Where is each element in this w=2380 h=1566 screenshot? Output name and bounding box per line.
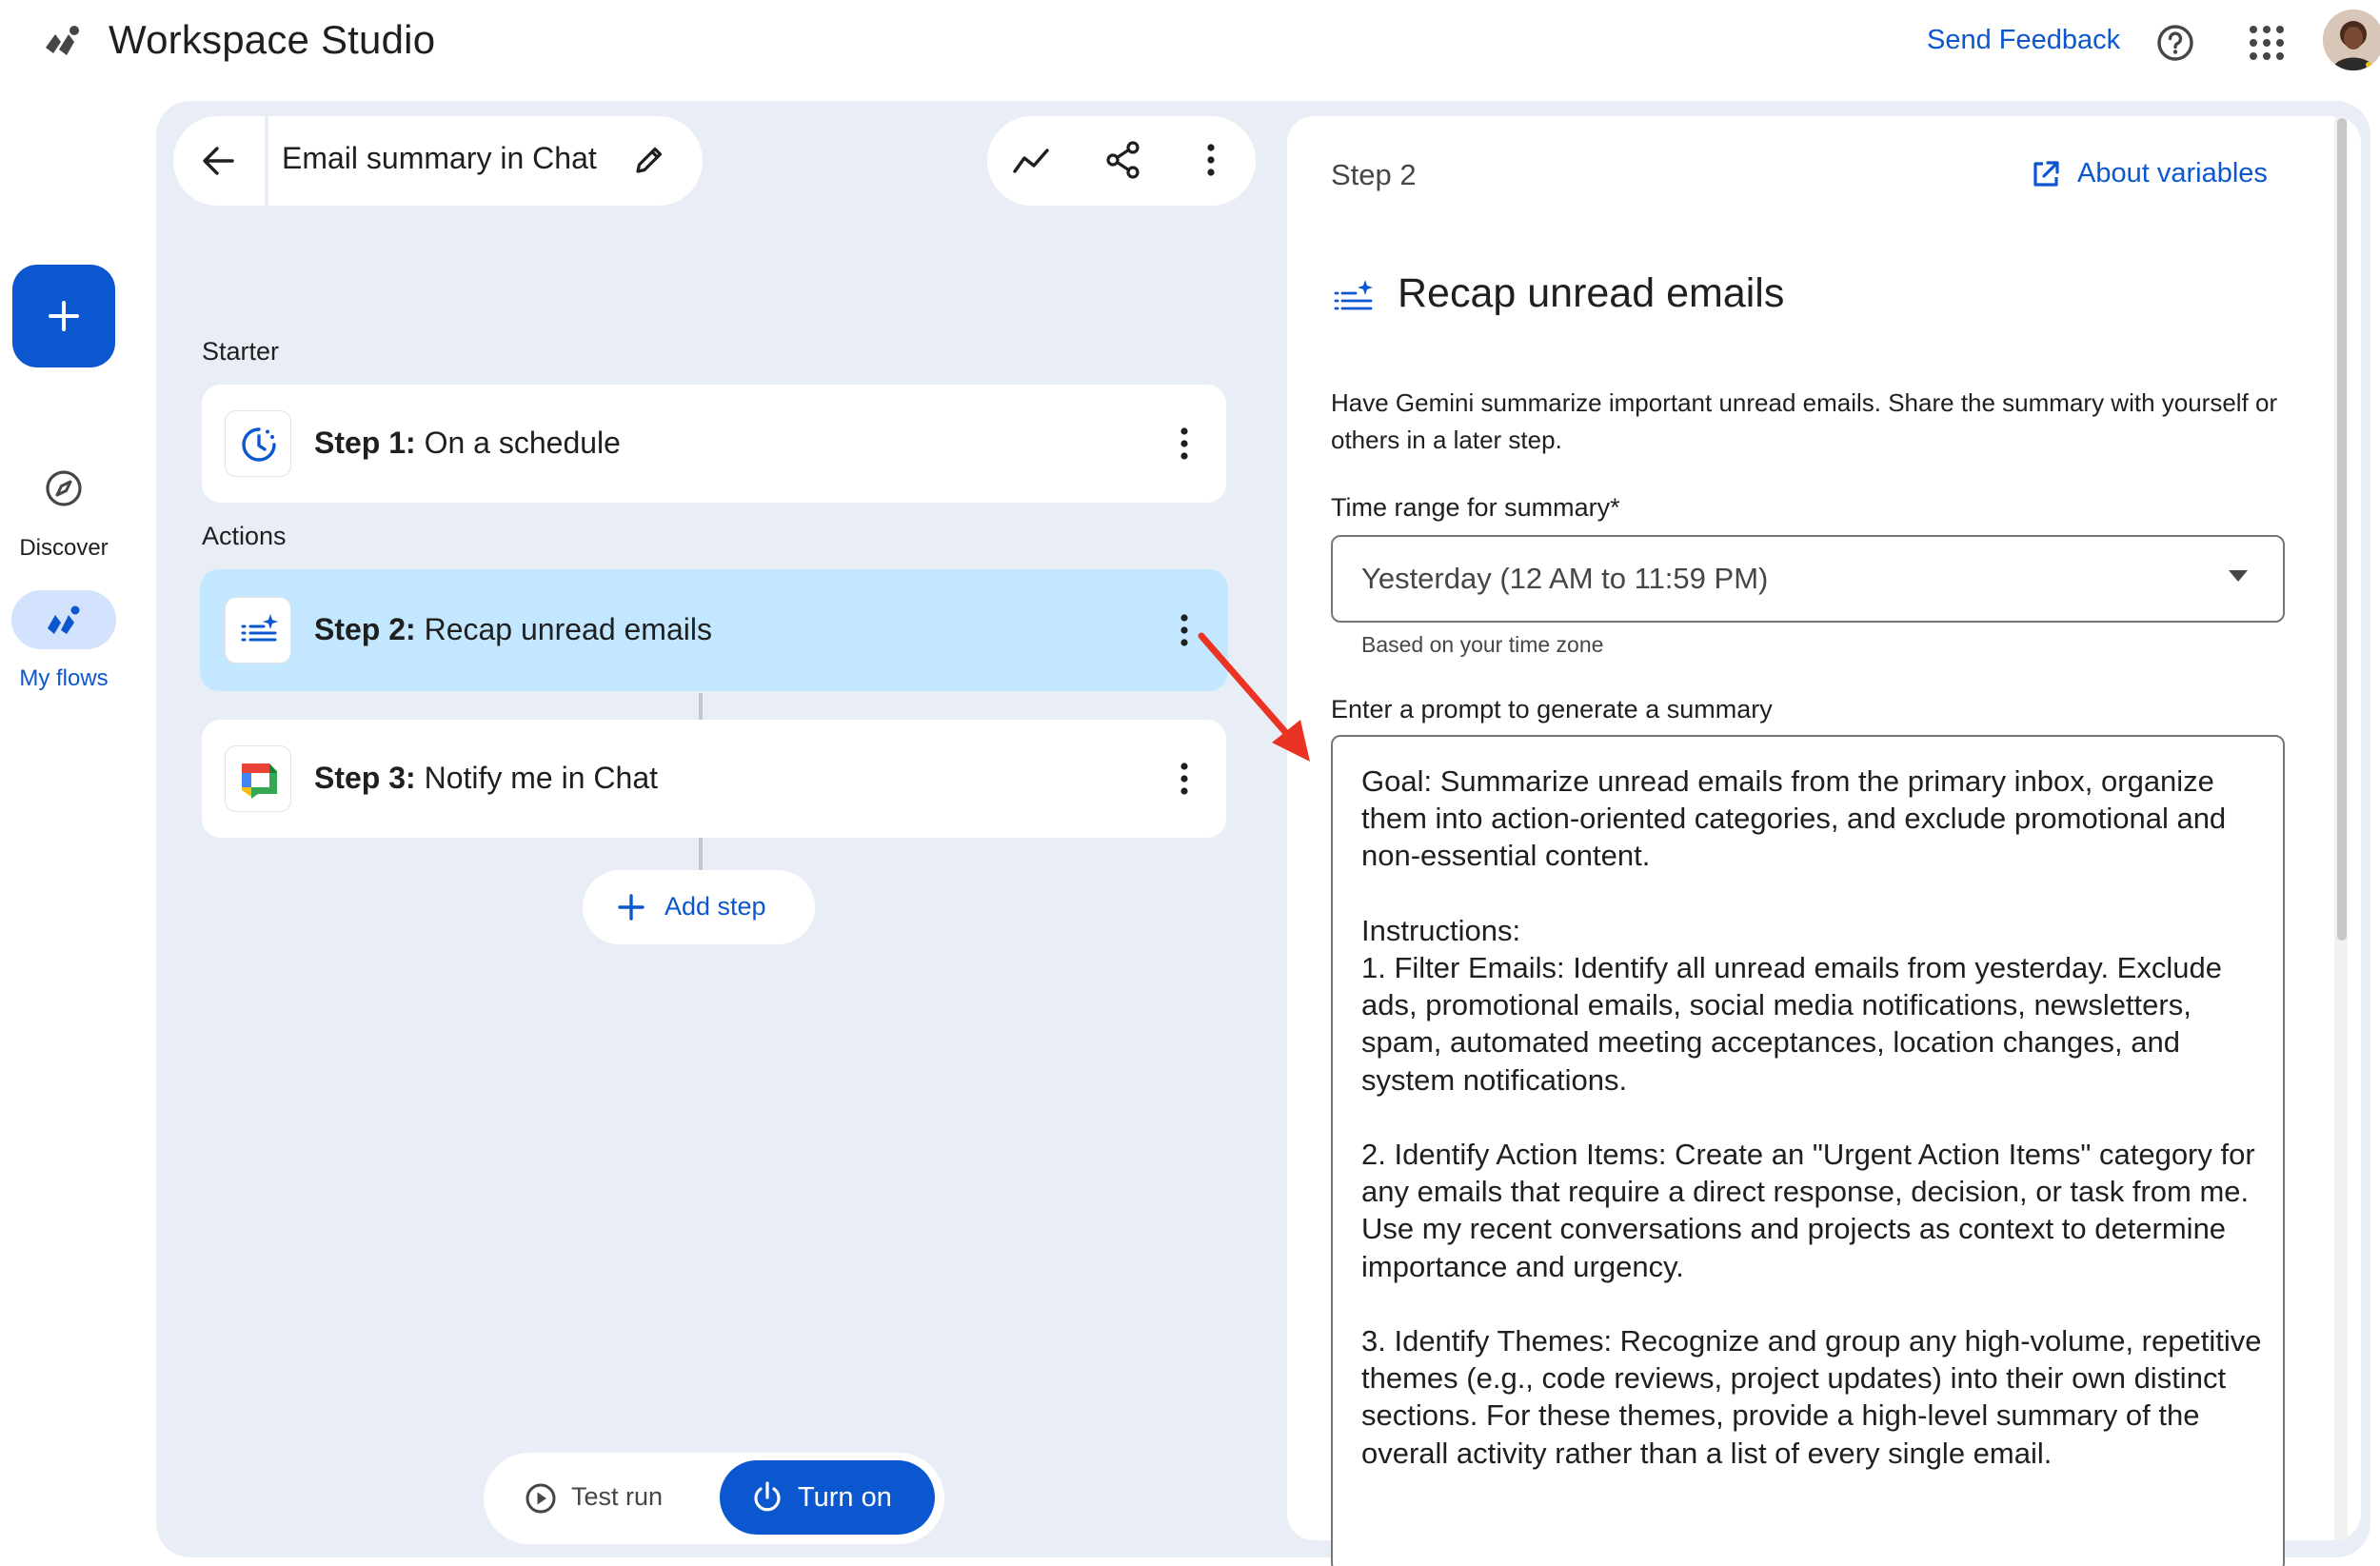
step-1-name: On a schedule xyxy=(424,426,621,460)
panel-title: Recap unread emails xyxy=(1398,270,1785,316)
activity-chart-icon[interactable] xyxy=(1011,141,1053,183)
open-in-new-icon[interactable] xyxy=(2030,158,2062,190)
help-icon[interactable] xyxy=(2153,21,2197,65)
rail-discover-label[interactable]: Discover xyxy=(19,535,109,561)
rail-my-flows-label[interactable]: My flows xyxy=(19,665,109,691)
step-card-1[interactable] xyxy=(202,385,1226,503)
step-1-menu-icon[interactable] xyxy=(1165,425,1203,463)
panel-step-label: Step 2 xyxy=(1331,158,1417,191)
apps-grid-icon[interactable] xyxy=(2245,21,2289,65)
schedule-icon xyxy=(225,410,291,477)
recap-sparkle-icon xyxy=(1333,278,1375,316)
step-connector xyxy=(699,838,703,870)
step-3-name: Notify me in Chat xyxy=(424,761,658,795)
actions-label: Actions xyxy=(202,522,287,550)
step-connector xyxy=(699,693,703,720)
flow-title[interactable]: Email summary in Chat xyxy=(282,141,597,175)
time-range-value[interactable]: Yesterday (12 AM to 11:59 PM) xyxy=(1361,562,1769,595)
recap-icon xyxy=(225,597,291,664)
step-card-3[interactable] xyxy=(202,720,1226,838)
create-flow-button[interactable] xyxy=(12,265,115,367)
time-range-label: Time range for summary* xyxy=(1331,493,1620,522)
starter-label: Starter xyxy=(202,337,280,366)
turn-on-label[interactable]: Turn on xyxy=(798,1482,892,1513)
play-circle-icon[interactable] xyxy=(524,1481,558,1516)
rail-my-flows-button[interactable] xyxy=(11,590,116,649)
dropdown-arrow-icon[interactable] xyxy=(2228,569,2249,583)
step-card-2[interactable] xyxy=(200,569,1228,691)
send-feedback-link[interactable]: Send Feedback xyxy=(1927,25,2121,55)
share-icon[interactable] xyxy=(1102,139,1144,181)
app-title: Workspace Studio xyxy=(109,17,436,62)
more-options-icon[interactable] xyxy=(1192,141,1230,179)
about-variables-link[interactable]: About variables xyxy=(2077,158,2268,188)
add-step-label[interactable]: Add step xyxy=(664,892,766,921)
annotation-arrow xyxy=(1190,628,1333,781)
avatar[interactable] xyxy=(2323,10,2380,70)
edit-pencil-icon[interactable] xyxy=(630,141,668,179)
step-3-prefix: Step 3: xyxy=(314,761,416,795)
back-button[interactable] xyxy=(173,116,265,206)
step-2-prefix: Step 2: xyxy=(314,612,416,646)
step-2-name: Recap unread emails xyxy=(424,612,712,646)
time-range-helper: Based on your time zone xyxy=(1361,632,1604,657)
plus-icon xyxy=(615,891,647,923)
step-1-title xyxy=(314,426,621,461)
studio-logo-icon xyxy=(42,21,84,63)
panel-scrollbar-thumb[interactable] xyxy=(2337,118,2347,941)
prompt-label: Enter a prompt to generate a summary xyxy=(1331,695,1773,724)
power-icon[interactable] xyxy=(750,1479,784,1516)
test-run-button[interactable]: Test run xyxy=(571,1482,664,1511)
step-1-prefix: Step 1: xyxy=(314,426,416,460)
panel-description: Have Gemini summarize important unread emails. Share the summary with yourself or others in a later step. xyxy=(1331,388,2278,454)
google-chat-icon xyxy=(225,745,291,812)
step-2-title xyxy=(314,612,712,647)
step-3-title xyxy=(314,761,658,796)
prompt-text[interactable]: Goal: Summarize unread emails from the primary inbox, organize them into action-oriented categories, and exclude promotional and non-essential content. Instructions: 1. Filter Emails: Identify all unread emails from yesterday. Exclude ads, promotional emails, social media notifications, newsletters, spam, automated meeting acceptances, location changes, and system notifications. 2. Identify Action Items: Create an "Urgent Action Items" category for any emails that require a direct response, decision, or task from me. Use my recent conversations and projects as context to determine importance and urgency. 3. Identify Themes: Recognize and group any high-volume, repetitive themes (e.g., code reviews, project updates) into their own distinct sections. For these themes, provide a high-level summary of the overall activity rather than a list of every single email. xyxy=(1361,764,2262,1470)
discover-compass-icon[interactable] xyxy=(42,466,86,510)
